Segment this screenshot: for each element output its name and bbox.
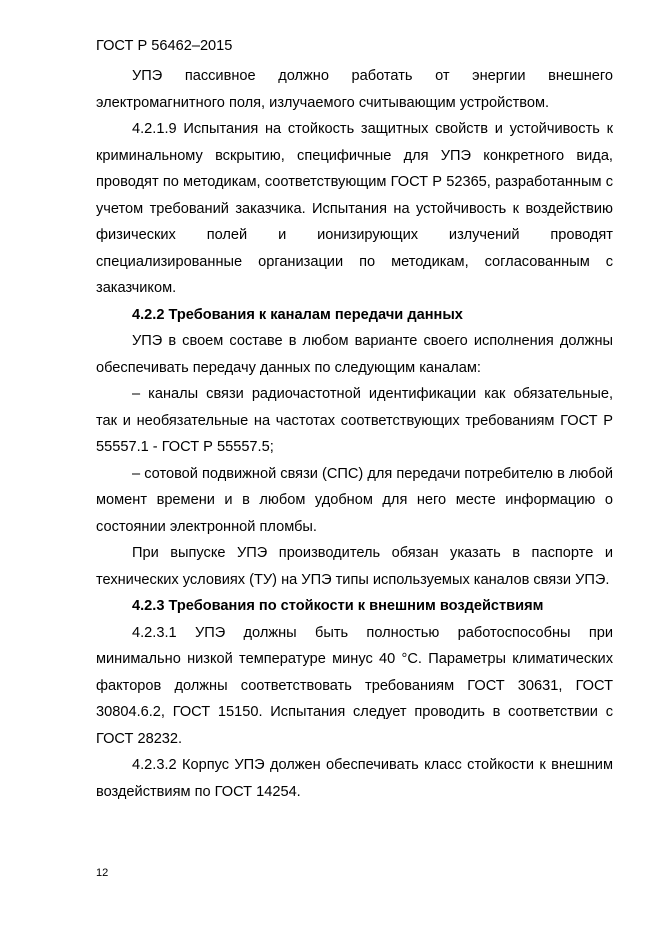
paragraph: УПЭ в своем составе в любом варианте своего исполнения должны обеспечивать передачу данных по следующим каналам: bbox=[96, 333, 613, 376]
paragraph: 4.2.3.1 УПЭ должны быть полностью работоспособны при минимально низкой температуре минус 40 °С. Параметры климатических факторов должны соответствовать требованиям ГОСТ 30631, ГОСТ 30804.6.2, ГОСТ 15150. Испытания следует проводить в соответствии с ГОСТ 28232. bbox=[96, 624, 613, 747]
section-heading: 4.2.3 Требования по стойкости к внешним воздействиям bbox=[132, 598, 544, 614]
document-header: ГОСТ Р 56462–2015 bbox=[96, 38, 233, 54]
paragraph: УПЭ пассивное должно работать от энергии внешнего электромагнитного поля, излучаемого считывающим устройством. bbox=[96, 68, 613, 111]
page-number: 12 bbox=[96, 867, 109, 879]
list-item: – каналы связи радиочастотной идентификации как обязательные, так и необязательные на частотах соответствующих требованиям ГОСТ Р 55557.1 - ГОСТ Р 55557.5; bbox=[96, 386, 613, 455]
paragraph: При выпуске УПЭ производитель обязан указать в паспорте и технических условиях (ТУ) на УПЭ типы используемых каналов связи УПЭ. bbox=[96, 545, 613, 588]
section-heading: 4.2.2 Требования к каналам передачи данных bbox=[132, 306, 463, 323]
document-page bbox=[96, 36, 613, 805]
paragraph: 4.2.1.9 Испытания на стойкость защитных свойств и устойчивость к криминальному вскрытию, специфичные для УПЭ конкретного вида, проводят по методикам, соответствующим ГОСТ Р 52365, разработанным с учетом требований заказчика. Испытания на устойчивость к воздействию физических полей и ионизирующих излучений проводят специализированные организации по методикам, согласованным с заказчиком. bbox=[96, 121, 613, 296]
list-item: – сотовой подвижной связи (СПС) для передачи потребителю в любой момент времени и в любом удобном для него месте информацию о состоянии электронной пломбы. bbox=[96, 465, 613, 535]
paragraph: 4.2.3.2 Корпус УПЭ должен обеспечивать класс стойкости к внешним воздействиям по ГОСТ 14254. bbox=[96, 757, 613, 800]
